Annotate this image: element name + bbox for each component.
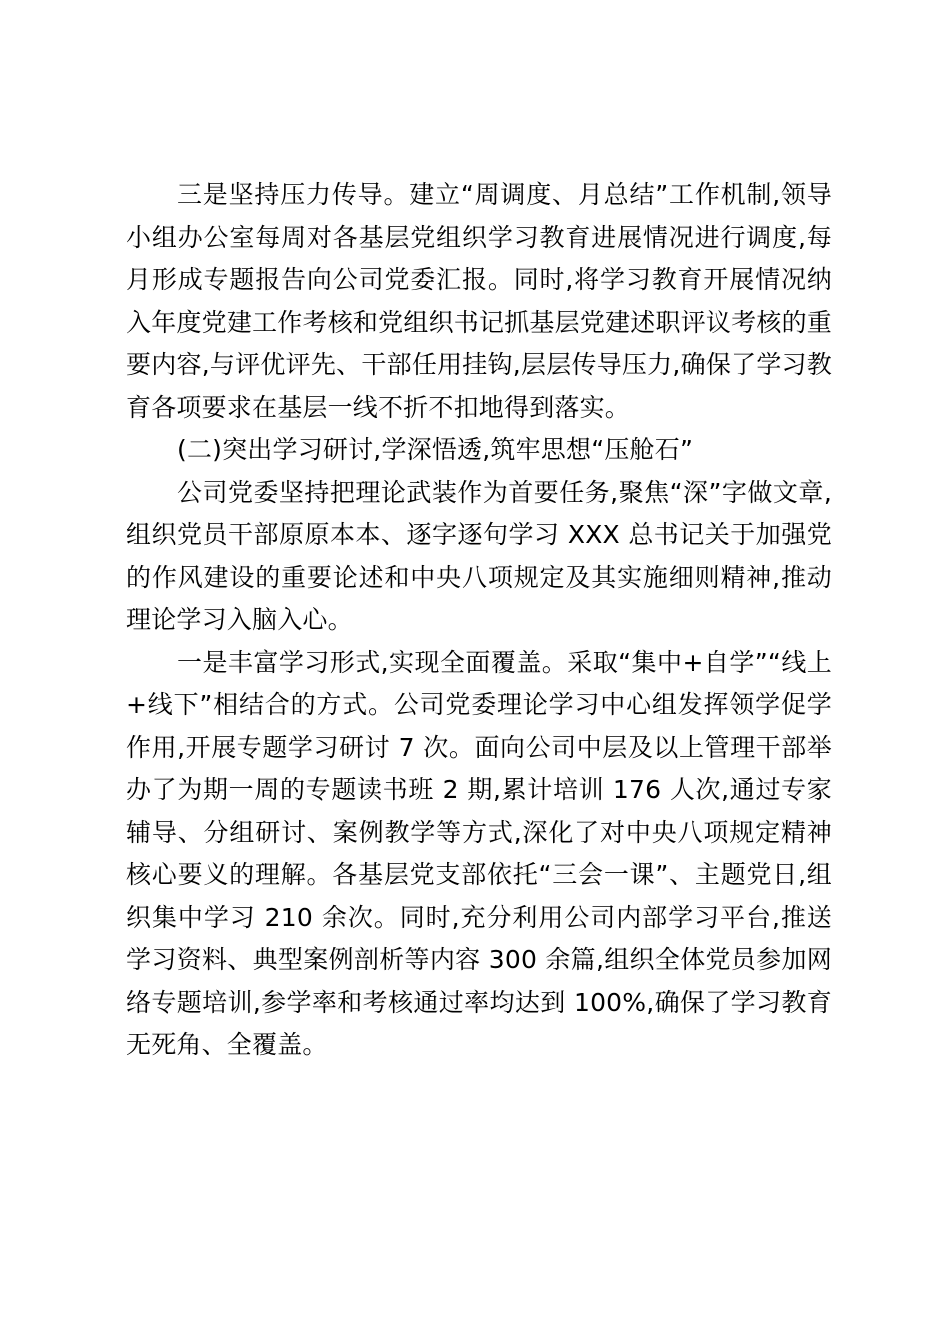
paragraph-pressure-transmission: 三是坚持压力传导。建立“周调度、月总结”工作机制,领导小组办公室每周对各基层党组织学习教育进展情况进行调度,每月形成专题报告向公司党委汇报。同时,将学习教育开展情况纳入年度党建工作考核和党组织书记抓基层党建述职评议考核的重要内容,与评优评先、干部任用挂钩,层层传导压力,确保了学习教育各项要求在基层一线不折不扣地得到落实。 xyxy=(126,180,832,422)
section-heading-study-discussion: (二)突出学习研讨,学深悟透,筑牢思想“压舱石” xyxy=(177,435,694,464)
paragraph-learning-forms: 一是丰富学习形式,实现全面覆盖。采取“集中+自学”“线上+线下”相结合的方式。公司党委理论学习中心组发挥领学促学作用,开展专题学习研讨 7 次。面向公司中层及以上管理干部举办了为期一周的专题读书班 2 期,累计培训 176 人次,通过专家辅导、分组研讨、案例教学等方式,深化了对中央八项规定精神核心要义的理解。各基层党支部依托“三会一课”、主题党日,组织集中学习 210 余次。同时,充分利用公司内部学习平台,推送学习资料、典型案例剖析等内容 300 余篇,组织全体党员参加网络专题培训,参学率和考核通过率均达到 100%,确保了学习教育无死角、全覆盖。 xyxy=(126,647,832,1059)
document-body xyxy=(126,174,832,1067)
paragraph-theory-arming: 公司党委坚持把理论武装作为首要任务,聚焦“深”字做文章,组织党员干部原原本本、逐字逐句学习 XXX 总书记关于加强党的作风建设的重要论述和中央八项规定及其实施细则精神,推动理论学习入脑入心。 xyxy=(126,477,832,634)
